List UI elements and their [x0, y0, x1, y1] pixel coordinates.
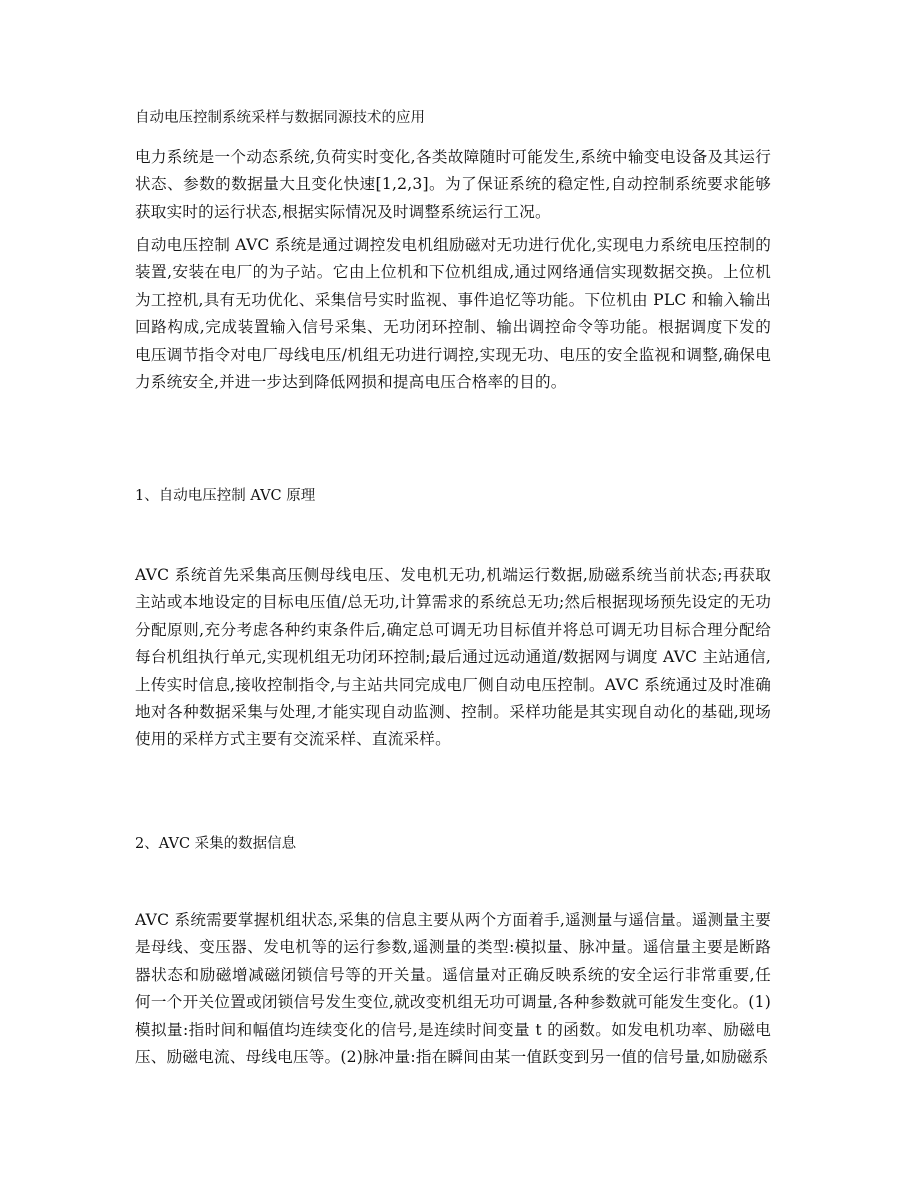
section-heading-principle: 1、自动电压控制 AVC 原理 [135, 488, 316, 504]
section-heading-data-info: 2、AVC 采集的数据信息 [135, 836, 297, 852]
intro-paragraph: 电力系统是一个动态系统,负荷实时变化,各类故障随时可能发生,系统中输变电设备及其运行状态、参数的数据量大且变化快速[1,2,3]。为了保证系统的稳定性,自动控制系统要求能够获取实时的运行状态,根据实际情况及时调整系统运行工况。 [135, 148, 771, 221]
data-info-paragraph: AVC 系统需要掌握机组状态,采集的信息主要从两个方面着手,遥测量与遥信量。遥测量主要是母线、变压器、发电机等的运行参数,遥测量的类型:模拟量、脉冲量。遥信量主要是断路器状态和励磁增减磁闭锁信号等的开关量。遥信量对正确反映系统的安全运行非常重要,任何一个开关位置或闭锁信号发生变位,就改变机组无功可调量,各种参数就可能发生变化。(1)模拟量:指时间和幅值均连续变化的信号,是连续时间变量 t 的函数。如发电机功率、励磁电压、励磁电流、母线电压等。(2)脉冲量:指在瞬间由某一值跃变到另一值的信号量,如励磁系 [135, 911, 771, 1067]
principle-paragraph: AVC 系统首先采集高压侧母线电压、发电机无功,机端运行数据,励磁系统当前状态;再获取主站或本地设定的目标电压值/总无功,计算需求的系统总无功;然后根据现场预先设定的无功分配原则,充分考虑各种约束条件后,确定总可调无功目标值并将总可调无功目标合理分配给每台机组执行单元,实现机组无功闭环控制;最后通过远动通道/数据网与调度 AVC 主站通信,上传实时信息,接收控制指令,与主站共同完成电厂侧自动电压控制。AVC 系统通过及时准确地对各种数据采集与处理,才能实现自动监测、控制。采样功能是其实现自动化的基础,现场使用的采样方式主要有交流采样、直流采样。 [135, 566, 771, 749]
document-title: 自动电压控制系统采样与数据同源技术的应用 [135, 110, 425, 126]
avc-overview-paragraph: 自动电压控制 AVC 系统是通过调控发电机组励磁对无功进行优化,实现电力系统电压控制的装置,安装在电厂的为子站。它由上位机和下位机组成,通过网络通信实现数据交换。上位机为工控机,具有无功优化、采集信号实时监视、事件追忆等功能。下位机由 PLC 和输入输出回路构成,完成装置输入信号采集、无功闭环控制、输出调控命令等功能。根据调度下发的电压调节指令对电厂母线电压/机组无功进行调控,实现无功、电压的安全监视和调整,确保电力系统安全,并进一步达到降低网损和提高电压合格率的目的。 [135, 236, 771, 392]
